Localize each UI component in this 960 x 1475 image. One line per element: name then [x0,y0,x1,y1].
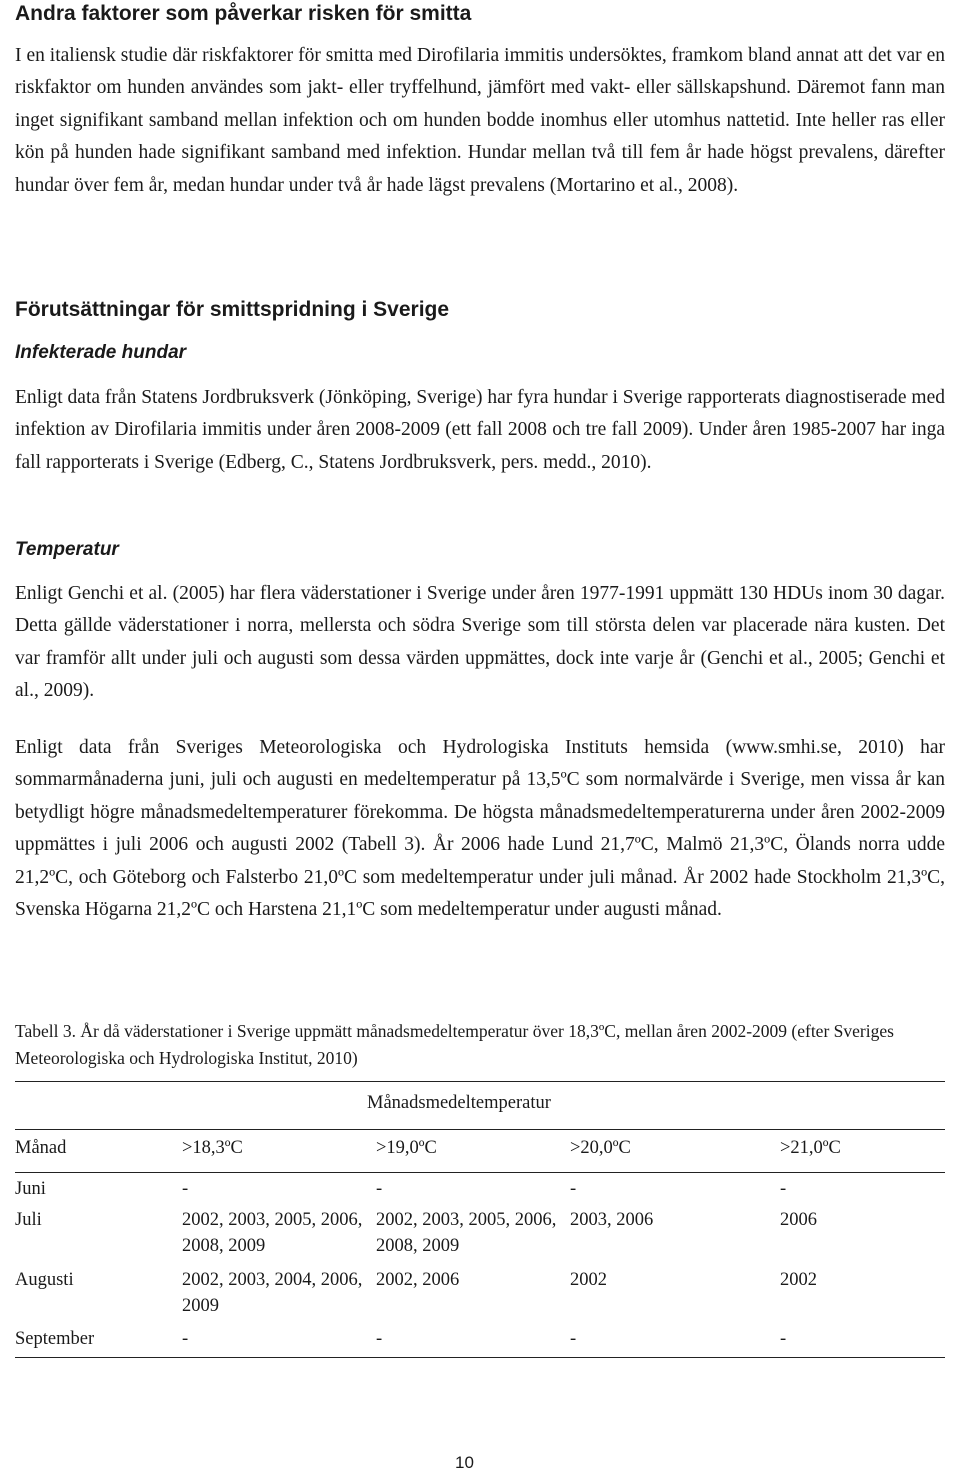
page-number: 10 [455,1453,474,1472]
table-cell: - [182,1179,189,1199]
column-header: >21,0ºC [780,1138,841,1158]
table-group-header: Månadsmedeltemperatur [367,1093,551,1113]
table-cell: 2002, 2003, 2004, 2006, 2009 [182,1270,363,1316]
table-row [15,1173,945,1209]
section-heading-sweden: Förutsättningar för smittspridning i Sverige [15,298,450,321]
table-cell: 2002 [780,1270,817,1290]
table-cell: 2003, 2006 [570,1210,654,1230]
table-row [15,1327,945,1358]
paragraph-temperature-2: Enligt data från Sveriges Meteorologiska och Hydrologiska Instituts hemsida (www.smhi.se, 2010) har sommarmånaderna juni, juli och augusti en medeltemperatur på 13,5ºC som normalvärde i Sverige, men vissa år kan betydligt högre månadsmedeltemperaturer förekomma. De högsta månadsmedeltemperaturerna under åren 2002-2009 uppmättes i juli 2006 och augusti 2002 (Tabell 3). År 2006 hade Lund 21,7ºC, Malmö 21,3ºC, Ölands norra udde 21,2ºC, och Göteborg och Falsterbo 21,0ºC som medeltemperatur under juli månad. År 2002 hade Stockholm 21,3ºC, Svenska Högarna 21,2ºC och Harstena 21,1ºC som medeltemperatur under augusti månad. [15,737,945,921]
column-header: >20,0ºC [570,1138,631,1158]
table-header-row [15,1130,945,1173]
subheading-temperature: Temperatur [15,539,119,560]
table-cell: September [15,1329,95,1349]
temperature-table [15,1081,945,1358]
table-cell: - [182,1329,189,1349]
table-cell: - [780,1329,787,1349]
table-cell: Juni [15,1179,46,1199]
table-group-header-row [15,1082,945,1130]
table-cell: 2002, 2003, 2005, 2006, 2008, 2009 [182,1210,363,1256]
table-cell: - [376,1179,383,1199]
paragraph-temperature-1: Enligt Genchi et al. (2005) har flera väderstationer i Sverige under åren 1977-1991 uppmätt 130 HDUs inom 30 dagar. Detta gällde väderstationer i norra, mellersta och södra Sverige som till största delen var placerade nära kusten. Det var framför allt under juli och augusti som dessa värden uppmättes, dock inte varje år (Genchi et al., 2005; Genchi et al., 2009). [15,583,945,702]
column-header: Månad [15,1138,67,1158]
table-cell: - [570,1179,577,1199]
table-cell: 2002, 2006 [376,1270,460,1290]
table-cell: 2002 [570,1270,607,1290]
paragraph-risk-factors: I en italiensk studie där riskfaktorer för smitta med Dirofilaria immitis undersöktes, framkom bland annat att det var en riskfaktor om hunden användes som jakt- eller tryffelhund, jämfört med vakt- eller sällskapshund. Däremot fann man inget signifikant samband mellan infektion och om hunden bodde inomhus eller utomhus nattetid. Inte heller ras eller kön på hunden hade signifikant samband med infektion. Hundar mellan två till fem år hade högst prevalens, därefter hundar över fem år, medan hundar under två år hade lägst prevalens (Mortarino et al., 2008). [15,45,945,196]
column-header: >18,3ºC [182,1138,243,1158]
subheading-infected-dogs: Infekterade hundar [15,342,187,363]
table-row [15,1268,945,1327]
paragraph-infected-dogs: Enligt data från Statens Jordbruksverk (Jönköping, Sverige) har fyra hundar i Sverige rapporterats diagnostiserade med infektion av Dirofilaria immitis under åren 2008-2009 (ett fall 2008 och tre fall 2009). Under åren 1985-2007 har inga fall rapporterats i Sverige (Edberg, C., Statens Jordbruksverk, pers. medd., 2010). [15,387,945,473]
table-cell: 2006 [780,1210,817,1230]
table-caption: Tabell 3. År då väderstationer i Sverige uppmätt månadsmedeltemperatur över 18,3ºC, mellan åren 2002-2009 (efter Sveriges Meteorologiska och Hydrologiska Institut, 2010) [15,1021,894,1068]
table-cell: 2002, 2003, 2005, 2006, 2008, 2009 [376,1210,557,1256]
table-cell: Augusti [15,1270,74,1290]
table-cell: Juli [15,1210,42,1230]
table-cell: - [780,1179,787,1199]
column-header: >19,0ºC [376,1138,437,1158]
table-cell: - [376,1329,383,1349]
section-heading-risk-factors: Andra faktorer som påverkar risken för smitta [15,2,472,25]
table-cell: - [570,1329,577,1349]
table-row [15,1208,945,1268]
